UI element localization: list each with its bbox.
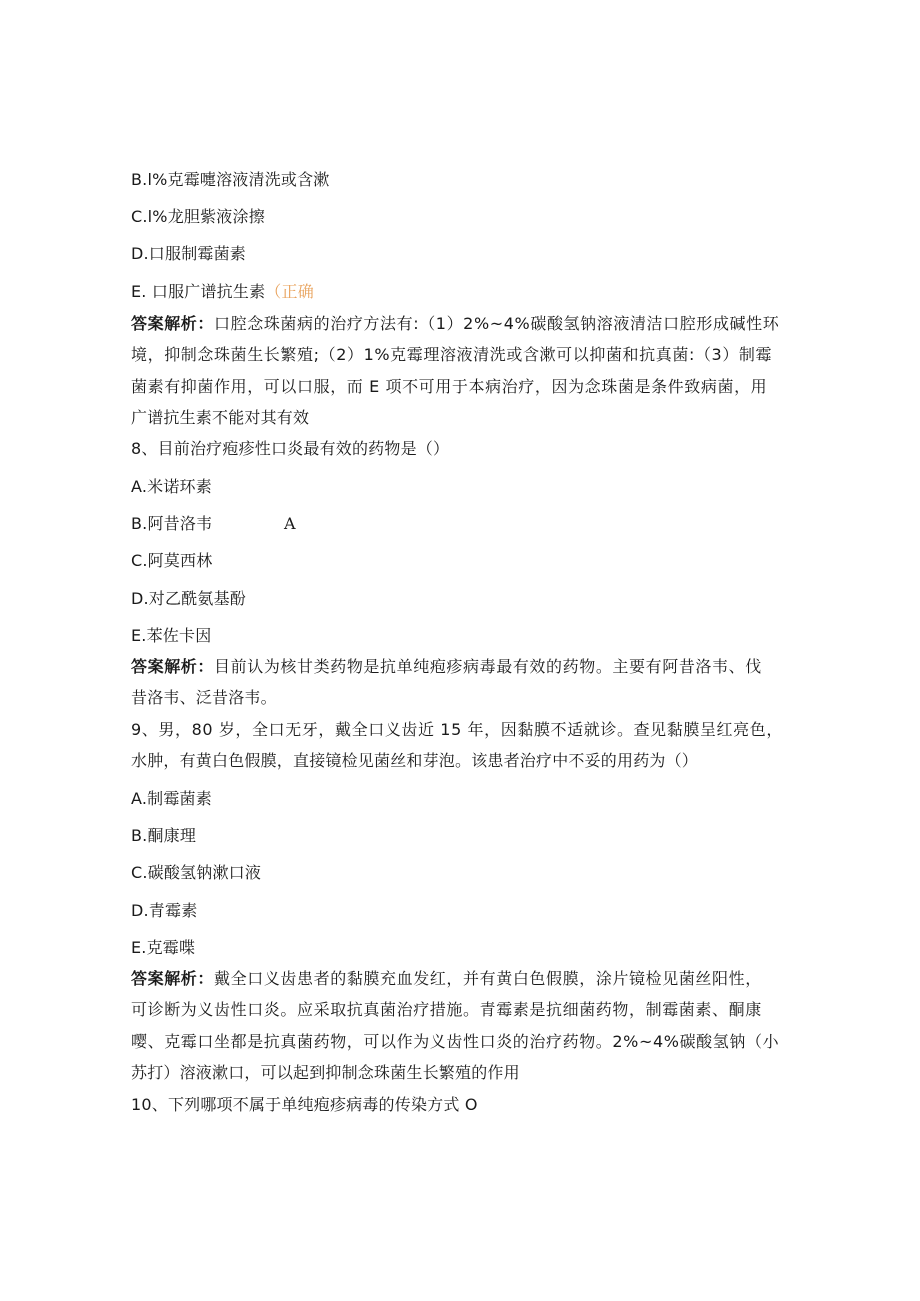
q8-option-d: D.对乙酰氨基酚 xyxy=(131,589,247,608)
q9-option-d: D.青霉素 xyxy=(131,901,198,920)
q9-option-c: C.碳酸氢钠漱口液 xyxy=(131,863,262,882)
q10-question: 10、下列哪项不属于单纯疱疹病毒的传染方式 O xyxy=(131,1095,478,1114)
q7-analysis-line-2: 境，抑制念珠菌生长繁殖;（2）1%克霉理溶液清洗或含漱可以抑菌和抗真菌:（3）制霉 xyxy=(131,345,773,364)
q8-analysis-line-1 xyxy=(131,657,762,677)
q9-analysis-line-2: 可诊断为义齿性口炎。应采取抗真菌治疗措施。青霉素是抗细菌药物，制霉菌素、酮康 xyxy=(131,1000,762,1019)
q7-analysis-text-1: 口腔念珠菌病的治疗方法有:（1）2%~4%碳酸氢钠溶液清洁口腔形成碱性环 xyxy=(214,314,780,333)
q8-option-b: B.阿昔洛韦 xyxy=(131,514,213,533)
q9-analysis-line-3: 嘤、克霉口坐都是抗真菌药物，可以作为义齿性口炎的治疗药物。2%~4%碳酸氢钠（小 xyxy=(131,1032,780,1051)
q7-option-d: D.口服制霉菌素 xyxy=(131,244,247,263)
q8-option-c: C.阿莫西林 xyxy=(131,551,213,570)
q9-analysis-line-1 xyxy=(131,969,762,989)
q7-analysis-label: 答案解析： xyxy=(131,314,215,333)
q9-analysis-text-1: 戴全口义齿患者的黏膜充血发红，并有黄白色假膜，涂片镜检见菌丝阳性， xyxy=(214,969,762,988)
q9-option-e: E.克霉喋 xyxy=(131,938,196,957)
q9-analysis-line-4: 苏打）溶液漱口，可以起到抑制念珠菌生长繁殖的作用 xyxy=(131,1063,520,1082)
q9-question-line-1: 9、男，80 岁，全口无牙，戴全口义齿近 15 年，因黏膜不适就诊。查见黏膜呈红亮色， xyxy=(131,720,783,739)
q7-option-e-text: E. 口服广谱抗生素 xyxy=(131,282,266,301)
q7-correct-mark: （正确 xyxy=(265,282,314,301)
q8-answer-mark: A xyxy=(284,514,296,533)
q9-option-a: A.制霉菌素 xyxy=(131,789,212,808)
q8-option-e: E.苯佐卡因 xyxy=(131,626,212,645)
q7-option-b: B.l%克霉嚏溶液清洗或含漱 xyxy=(131,170,330,189)
q8-analysis-line-2: 昔洛韦、泛昔洛韦。 xyxy=(131,688,277,707)
q8-option-a: A.米诺环素 xyxy=(131,477,212,496)
q7-option-e xyxy=(131,282,314,302)
q9-question-line-2: 水肿，有黄白色假膜，直接镜检见菌丝和芽泡。该患者治疗中不妥的用药为（） xyxy=(131,751,699,770)
q7-option-c: C.l%龙胆紫液涂擦 xyxy=(131,207,265,226)
q8-question: 8、目前治疗疱疹性口炎最有效的药物是（） xyxy=(131,439,450,458)
q8-analysis-text-1: 目前认为核甘类药物是抗单纯疱疹病毒最有效的药物。主要有阿昔洛韦、伐 xyxy=(214,657,762,676)
q7-analysis-line-4: 广谱抗生素不能对其有效 xyxy=(131,408,310,427)
q8-analysis-label: 答案解析： xyxy=(131,657,215,676)
q7-analysis-line-1 xyxy=(131,314,779,334)
q9-analysis-label: 答案解析： xyxy=(131,969,215,988)
q9-option-b: B.酮康理 xyxy=(131,826,197,845)
q7-analysis-line-3: 菌素有抑菌作用，可以口服，而 E 项不可用于本病治疗，因为念珠菌是条件致病菌，用 xyxy=(131,377,768,396)
